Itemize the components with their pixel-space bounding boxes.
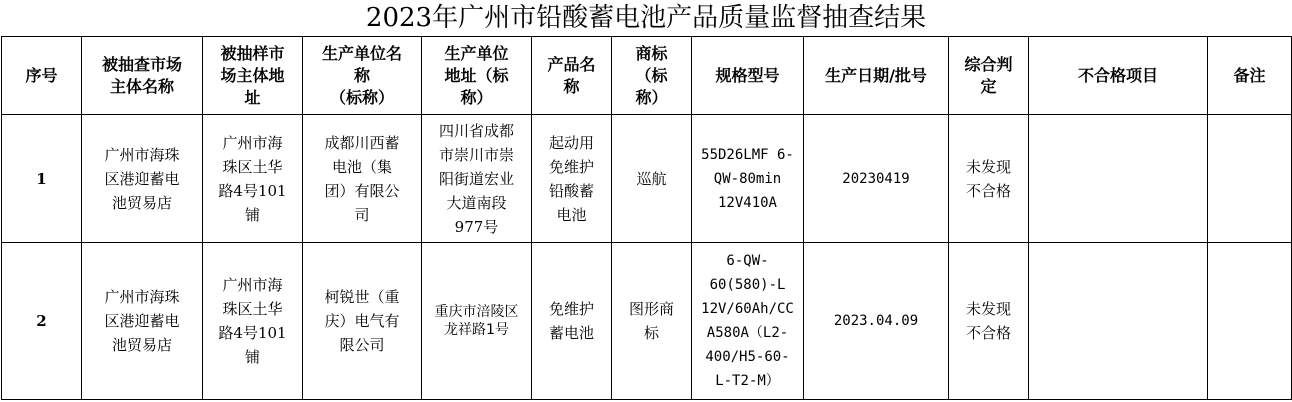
cell-remark (1208, 243, 1292, 400)
cell-remark (1208, 115, 1292, 243)
header-remark: 备注 (1208, 37, 1292, 115)
cell-fail-items (1029, 243, 1208, 400)
cell-market-address: 广州市海 珠区土华 路4号101 铺 (203, 243, 303, 400)
cell-product: 起动用 免维护 铅酸蓄 电池 (532, 115, 612, 243)
cell-producer: 成都川西蓄 电池（集 团）有限公 司 (303, 115, 422, 243)
header-market-address: 被抽样市 场主体地 址 (203, 37, 303, 115)
cell-market-address: 广州市海 珠区土华 路4号101 铺 (203, 115, 303, 243)
header-row (2, 37, 1292, 115)
header-date: 生产日期/批号 (804, 37, 949, 115)
cell-seq: 2 (2, 243, 82, 400)
cell-producer-address: 重庆市涪陵区 龙祥路1号 (422, 243, 532, 400)
cell-fail-items (1029, 115, 1208, 243)
header-seq: 序号 (2, 37, 82, 115)
cell-brand: 巡航 (612, 115, 692, 243)
cell-date: 20230419 (804, 115, 949, 243)
header-brand: 商标 （标 称） (612, 37, 692, 115)
cell-spec: 55D26LMF 6- QW-80min 12V410A (692, 115, 804, 243)
header-judge: 综合判 定 (949, 37, 1029, 115)
cell-market: 广州市海珠 区港迎蓄电 池贸易店 (82, 115, 203, 243)
cell-producer-address: 四川省成都 市崇川市崇 阳街道宏业 大道南段 977号 (422, 115, 532, 243)
cell-brand: 图形商 标 (612, 243, 692, 400)
cell-market: 广州市海珠 区港迎蓄电 池贸易店 (82, 243, 203, 400)
header-producer-address: 生产单位 地址（标 称） (422, 37, 532, 115)
cell-judge: 未发现 不合格 (949, 115, 1029, 243)
header-fail-items: 不合格项目 (1029, 37, 1208, 115)
header-producer: 生产单位名 称 （标称） (303, 37, 422, 115)
table-row (2, 243, 1292, 400)
cell-spec: 6-QW- 60(580)-L 12V/60Ah/CC A580A（L2- 400/H5-60- L-T2-M） (692, 243, 804, 400)
results-table (1, 36, 1292, 400)
cell-product: 免维护 蓄电池 (532, 243, 612, 400)
header-spec: 规格型号 (692, 37, 804, 115)
cell-producer: 柯锐世（重 庆）电气有 限公司 (303, 243, 422, 400)
header-market: 被抽查市场 主体名称 (82, 37, 203, 115)
cell-judge: 未发现 不合格 (949, 243, 1029, 400)
cell-date: 2023.04.09 (804, 243, 949, 400)
table-row (2, 115, 1292, 243)
cell-seq: 1 (2, 115, 82, 243)
header-product: 产品名 称 (532, 37, 612, 115)
page-title: 2023年广州市铅酸蓄电池产品质量监督抽查结果 (365, 3, 927, 33)
